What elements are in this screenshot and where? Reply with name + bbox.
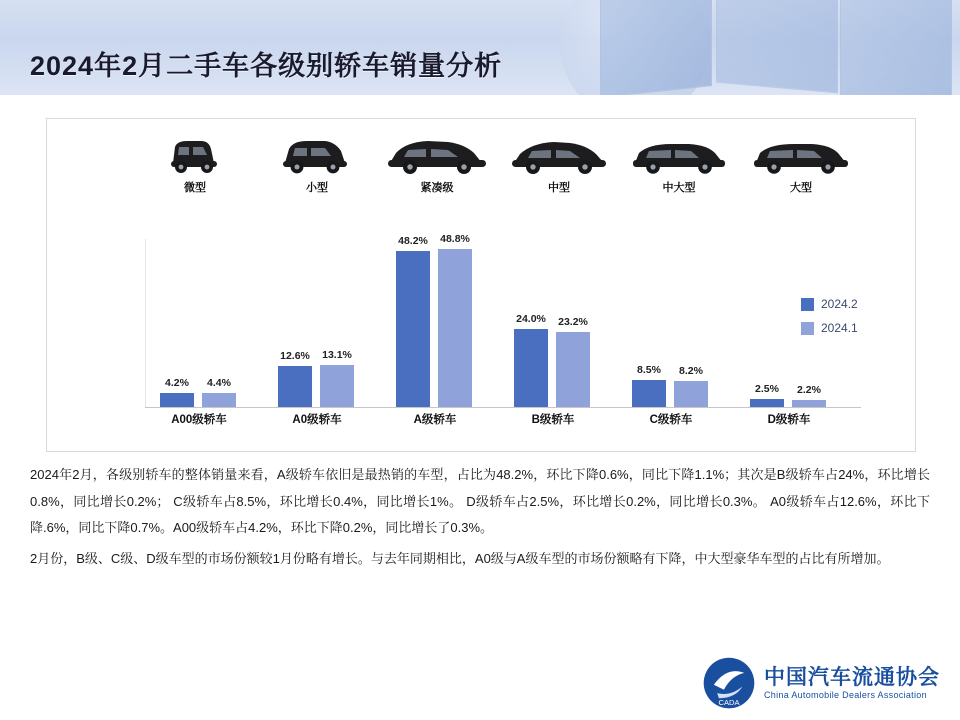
bar-2024-2-B[interactable] [514, 313, 548, 407]
bar-value-label: 13.1% [322, 348, 352, 361]
legend-label: 2024.1 [821, 321, 858, 335]
legend-swatch-icon [801, 298, 814, 311]
car-cell-4 [619, 133, 739, 195]
car-cell-3 [499, 133, 619, 195]
car-label-0: 微型 [184, 182, 206, 194]
microcar-icon [157, 133, 233, 177]
bar-2024-1-A[interactable] [438, 233, 472, 407]
bar-value-label: 4.2% [165, 377, 189, 390]
car-label-5: 大型 [790, 182, 812, 194]
category-label-0: A00级轿车 [171, 414, 227, 426]
category-label-1: A0级轿车 [292, 414, 342, 426]
bar-2024-1-B[interactable] [556, 316, 590, 407]
legend-swatch-icon [801, 322, 814, 335]
bar-value-label: 4.4% [207, 376, 231, 389]
bar-2024-1-D[interactable] [792, 383, 826, 407]
car-cell-5 [741, 133, 861, 195]
legend-item-2024-2[interactable] [801, 297, 893, 311]
bar-2024-1-A00[interactable] [202, 376, 236, 407]
bar-chart [105, 229, 865, 426]
category-label-5: D级轿车 [767, 414, 811, 426]
y-axis [145, 239, 146, 407]
analysis-paragraph-2: 2月份，B级、C级、D级车型的市场份额较1月份略有增长。与去年同期相比，A0级与A级车型的市场份额略有下降，中大型豪华车型的占比有所增加。 [30, 550, 890, 566]
bar-value-label: 8.2% [679, 364, 703, 377]
category-label-2: A级轿车 [413, 414, 457, 426]
bar-2024-1-A0[interactable] [320, 348, 354, 407]
full-size-sedan-icon [748, 133, 854, 177]
upper-midsize-sedan-icon [627, 133, 731, 177]
footer-logo [702, 656, 940, 710]
car-cell-2 [377, 133, 497, 195]
legend-item-2024-1[interactable] [801, 321, 893, 335]
bar-2024-2-C[interactable] [632, 363, 666, 407]
bar-value-label: 23.2% [558, 316, 588, 329]
chart-card [46, 118, 916, 452]
compact-hatch-icon [273, 133, 361, 177]
car-label-4: 中大型 [662, 182, 696, 194]
cube-decoration-2 [716, 0, 838, 93]
bar-value-label: 48.8% [440, 233, 470, 246]
car-label-1: 小型 [306, 182, 328, 194]
bar-value-label: 12.6% [280, 350, 310, 363]
cube-decoration-3 [840, 0, 952, 96]
x-axis-baseline [145, 407, 861, 408]
bar-group-1 [269, 229, 365, 426]
bar-group-0 [151, 229, 247, 426]
page-header [0, 0, 960, 96]
legend-label: 2024.2 [821, 297, 858, 311]
header-divider [0, 95, 960, 96]
category-label-3: B级轿车 [531, 414, 575, 426]
car-icon-row [47, 133, 915, 215]
bar-group-3 [505, 229, 601, 426]
car-cell-1 [257, 133, 377, 195]
bar-value-label: 2.5% [755, 382, 779, 395]
bar-value-label: 2.2% [797, 383, 821, 396]
bar-2024-2-A[interactable] [396, 235, 430, 407]
page-title: 2024年2月二手车各级别轿车销量分析 [30, 51, 503, 81]
cube-decoration-1 [600, 0, 712, 96]
cada-logo-icon [702, 656, 756, 710]
analysis-paragraph-1: 2024年2月，各级别轿车的整体销量来看，A级轿车依旧是最热销的车型，占比为48.2%，环比下降0.6%，同比下降1.1%；其次是B级轿车占24%，环比增长0.8%，同比增长0.2%； C级轿车占8.5%，环比增长0.4%，同比增长1%。 D级轿车占2.5%，环比增长0.2%，同比增长0.3%。 A0级轿车占12.6%，环比下降.6%，同比下降0.7%。A00级轿车占4.2%，环比下降0.2%，同比增长了0.3%。 [30, 467, 930, 536]
bar-2024-2-A00[interactable] [160, 377, 194, 407]
bar-2024-1-C[interactable] [674, 364, 708, 407]
car-label-2: 紧凑级 [420, 182, 454, 194]
compact-sedan-icon [382, 133, 492, 177]
bar-2024-2-A0[interactable] [278, 350, 312, 407]
bar-value-label: 24.0% [516, 313, 546, 326]
bar-2024-2-D[interactable] [750, 382, 784, 407]
bar-value-label: 8.5% [637, 363, 661, 376]
midsize-sedan-icon [506, 133, 612, 177]
org-name-en: China Automobile Dealers Association [764, 689, 927, 700]
car-label-3: 中型 [548, 182, 570, 194]
bar-group-2 [387, 229, 483, 426]
bar-group-4 [623, 229, 719, 426]
chart-legend [801, 297, 893, 345]
org-name-cn: 中国汽车流通协会 [764, 665, 940, 689]
bar-value-label: 48.2% [398, 235, 428, 248]
car-cell-0 [135, 133, 255, 195]
analysis-text [30, 462, 930, 577]
svg-text:CADA: CADA [718, 697, 740, 707]
category-label-4: C级轿车 [649, 414, 693, 426]
